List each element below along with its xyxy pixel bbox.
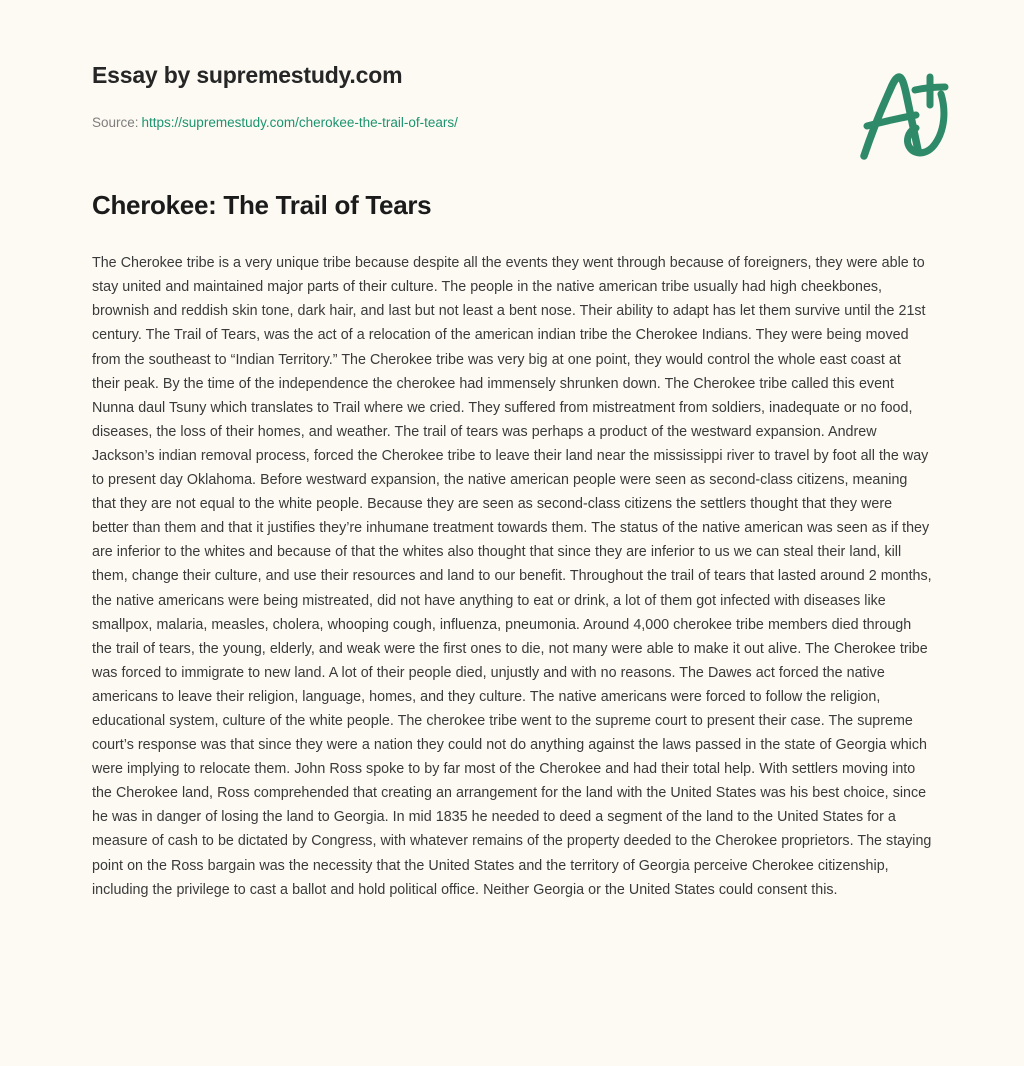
source-url-link[interactable]: https://supremestudy.com/cherokee-the-trail-of-tears/ bbox=[141, 115, 458, 131]
source-line bbox=[92, 114, 932, 132]
document-header bbox=[0, 0, 1024, 190]
article-container bbox=[0, 190, 1024, 902]
essay-body-text: The Cherokee tribe is a very unique tribe because despite all the events they went through because of foreigners, they were able to stay united and maintained major parts of their culture. The people in the native american tribe usually had high cheekbones, brownish and reddish skin tone, dark hair, and last but not least a bent nose. Their ability to adapt has let them survive until the 21st century. The Trail of Tears, was the act of a relocation of the american indian tribe the Cherokee Indians. They were being moved from the southeast to “Indian Territory.” The Cherokee tribe was very big at one point, they would control the whole east coast at their peak. By the time of the independence the cherokee had immensely shrunken down. The Cherokee tribe called this event Nunna daul Tsuny which translates to Trail where we cried. They suffered from mistreatment from soldiers, inadequate or no food, diseases, the loss of their homes, and weather. The trail of tears was perhaps a product of the westward expansion. Andrew Jackson’s indian removal process, forced the Cherokee tribe to leave their land near the mississippi river to travel by foot all the way to present day Oklahoma. Before westward expansion, the native american people were seen as second-class citizens, meaning that they are not equal to the white people. Because they are seen as second-class citizens the settlers thought that they were better than them and that it justifies they’re inhumane treatment towards them. The status of the native american was seen as if they are inferior to the whites and because of that the whites also thought that since they are inferior to us we can steal their land, kill them, change their culture, and use their resources and land to our benefit. Throughout the trail of tears that lasted around 2 months, the native americans were being mistreated, did not have anything to eat or drink, a lot of them got infected with diseases like smallpox, malaria, measles, cholera, whooping cough, influenza, pneumonia. Around 4,000 cherokee tribe members died through the trail of tears, the young, elderly, and weak were the first ones to die, not many were able to make it out alive. The Cherokee tribe was forced to immigrate to new land. A lot of their people died, unjustly and with no reasons. The Dawes act forced the native americans to leave their religion, language, homes, and they culture. The native americans were forced to follow the religion, educational system, culture of the white people. The cherokee tribe went to the supreme court to present their case. The supreme court’s response was that since they were a nation they could not do anything against the laws passed in the state of Georgia which were implying to relocate them. John Ross spoke to by far most of the Cherokee and had their total help. With settlers moving into the Cherokee land, Ross comprehended that creating an arrangement for the land with the United States was his best choice, since he was in danger of losing the land to Georgia. In mid 1835 he needed to deed a segment of the land to the United States for a measure of cash to be dictated by Congress, with whatever remains of the property deeded to the Cherokee proprietors. The staying point on the Ross bargain was the necessity that the United States and the territory of Georgia perceive Cherokee citizenship, including the privilege to cast a ballot and hold political office. Neither Georgia or the United States could consent this. bbox=[92, 255, 932, 898]
source-label: Source: bbox=[92, 115, 139, 131]
brand-title: Essay by supremestudy.com bbox=[92, 62, 403, 88]
a-plus-logo-icon bbox=[846, 52, 966, 172]
page-title: Cherokee: The Trail of Tears bbox=[92, 190, 432, 220]
